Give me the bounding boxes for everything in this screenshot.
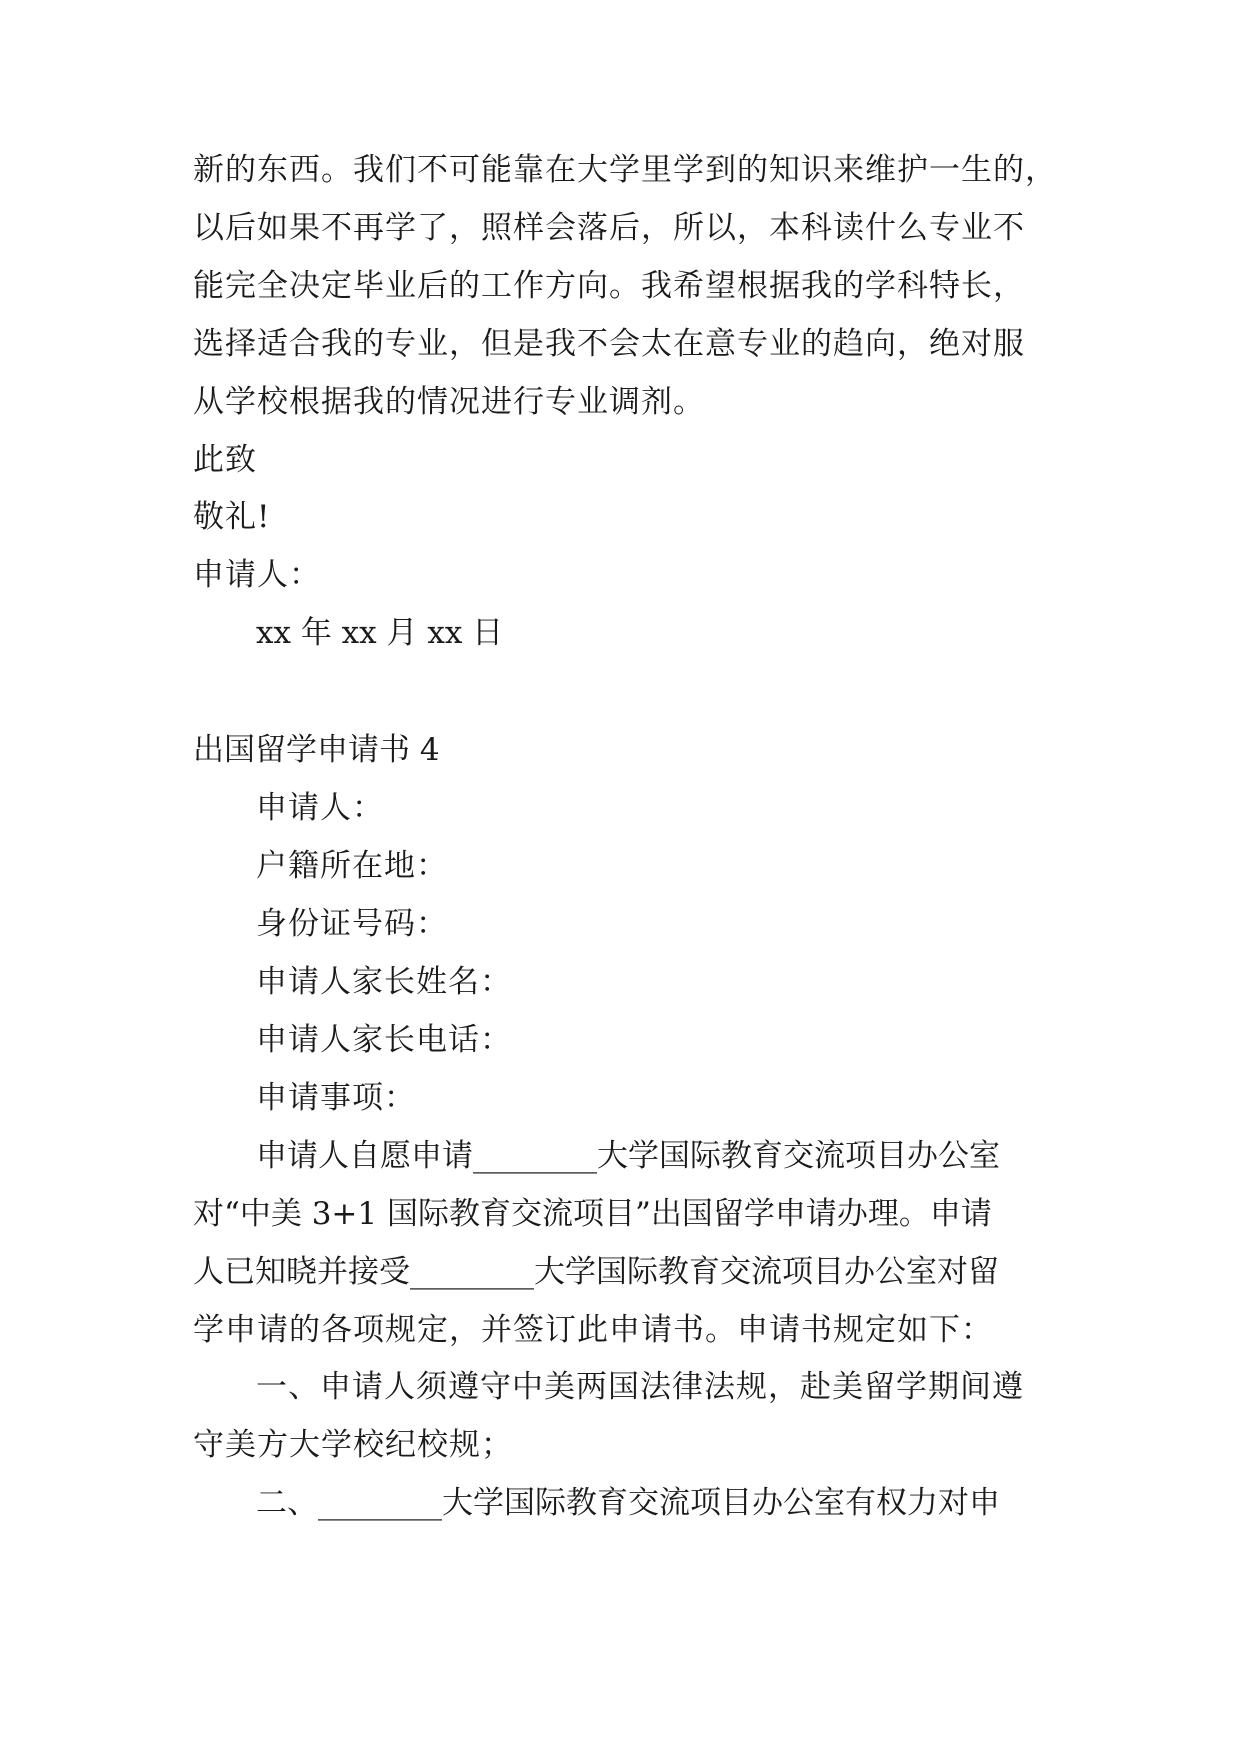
paragraph-line: 学申请的各项规定，并签订此申请书。申请书规定如下： — [193, 1312, 993, 1348]
paragraph-line: 人已知晓并接受________大学国际教育交流项目办公室对留 — [193, 1254, 999, 1290]
form-field-label: 申请人家长姓名： — [256, 964, 512, 1000]
paragraph-line: 一、申请人须遵守中美两国法律法规，赴美留学期间遵 — [256, 1369, 1024, 1405]
paragraph-line: 从学校根据我的情况进行专业调剂。 — [193, 384, 705, 420]
paragraph-line: 申请人自愿申请________大学国际教育交流项目办公室 — [256, 1138, 1000, 1174]
form-field-label: 申请事项： — [256, 1080, 416, 1116]
paragraph-line: 新的东西。我们不可能靠在大学里学到的知识来维护一生的， — [193, 152, 1057, 188]
form-field-label: 身份证号码： — [256, 906, 448, 942]
date-line: xx 年 xx 月 xx 日 — [256, 615, 504, 651]
paragraph-line: 以后如果不再学了，照样会落后，所以，本科读什么专业不 — [193, 210, 1025, 246]
closing-line: 敬礼! — [193, 499, 271, 535]
closing-line: 此致 — [193, 442, 257, 478]
paragraph-line: 对“中美 3+1 国际教育交流项目”出国留学申请办理。申请 — [193, 1196, 992, 1232]
form-field-label: 户籍所在地： — [256, 848, 448, 884]
form-field-label: 申请人家长电话： — [256, 1022, 512, 1058]
form-field-label: 申请人： — [256, 790, 384, 826]
paragraph-line: 二、________大学国际教育交流项目办公室有权力对申 — [256, 1485, 1000, 1521]
paragraph-line: 选择适合我的专业，但是我不会太在意专业的趋向，绝对服 — [193, 326, 1025, 362]
paragraph-line: 能完全决定毕业后的工作方向。我希望根据我的学科特长， — [193, 268, 1025, 304]
section-title: 出国留学申请书 4 — [193, 732, 440, 768]
paragraph-line: 守美方大学校纪校规； — [193, 1427, 513, 1463]
signature-label: 申请人： — [193, 557, 321, 593]
